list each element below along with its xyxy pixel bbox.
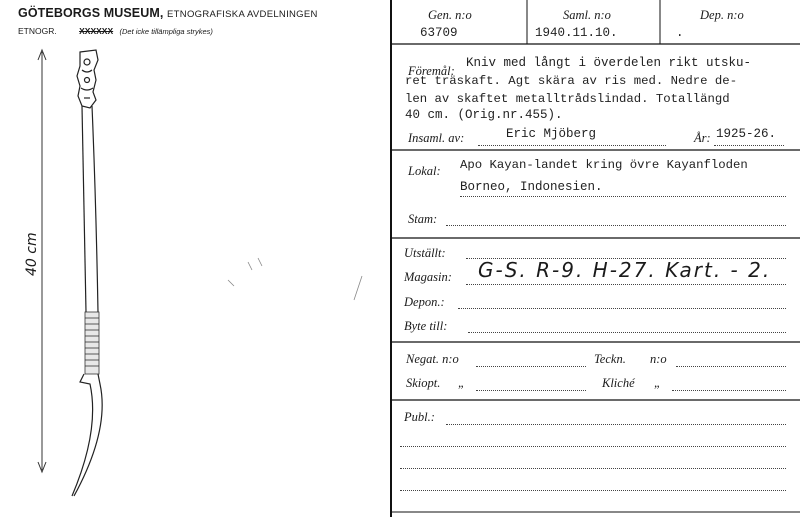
- foremal-line-4: 40 cm. (Orig.nr.455).: [405, 108, 563, 122]
- utstallt-label: Utställt:: [404, 246, 446, 260]
- lokal-line-1: Apo Kayan-landet kring övre Kayanfloden: [460, 158, 748, 172]
- teckn-label: Teckn.: [594, 352, 626, 366]
- foremal-label: Föremål:: [408, 64, 455, 78]
- kliche-label: Kliché: [602, 376, 635, 390]
- dep-no-label: Dep. n:o: [700, 8, 744, 22]
- department-name: ETNOGRAFISKA AVDELNINGEN: [167, 9, 318, 20]
- insaml-label: Insaml. av:: [408, 131, 465, 145]
- dep-no-value: .: [676, 26, 684, 40]
- skiopt-label: Skiopt.: [406, 376, 441, 390]
- magasin-value: G-S. R-9. H-27. Kart. - 2.: [478, 258, 772, 282]
- skiopt-ditto: „: [458, 376, 465, 390]
- struck-text: XXXXXX: [79, 26, 114, 36]
- foremal-line-1: Kniv med långt i överdelen rikt utsku-: [466, 56, 752, 70]
- foremal-line-2: ret träskaft. Agt skära av ris med. Nedre de-: [405, 74, 738, 88]
- lokal-label: Lokal:: [408, 164, 441, 178]
- byte-label: Byte till:: [404, 319, 448, 333]
- strike-note: (Det icke tillämpliga strykes): [119, 27, 213, 36]
- depon-label: Depon.:: [404, 295, 445, 309]
- negat-label: Negat. n:o: [406, 352, 459, 366]
- kliche-ditto: „: [654, 376, 661, 390]
- saml-no-value: 1940.11.10.: [535, 26, 618, 40]
- insaml-value: Eric Mjöberg: [506, 127, 597, 141]
- saml-no-label: Saml. n:o: [563, 8, 611, 22]
- museum-name: GÖTEBORGS MUSEUM,: [18, 6, 164, 20]
- publ-label: Publ.:: [404, 410, 435, 424]
- gen-no-value: 63709: [420, 26, 458, 40]
- stam-label: Stam:: [408, 212, 438, 226]
- section-prefix: ETNOGR.: [18, 26, 57, 36]
- gen-no-label: Gen. n:o: [428, 8, 472, 22]
- year-value: 1925-26.: [716, 127, 777, 141]
- foremal-line-3: len av skaftet metalltrådslindad. Totallängd: [405, 92, 730, 106]
- teckn-suffix: n:o: [650, 352, 667, 366]
- scale-note: 40 cm: [24, 232, 40, 276]
- lokal-line-2: Borneo, Indonesien.: [460, 180, 603, 194]
- year-label: År:: [694, 131, 711, 145]
- magasin-label: Magasin:: [404, 270, 452, 284]
